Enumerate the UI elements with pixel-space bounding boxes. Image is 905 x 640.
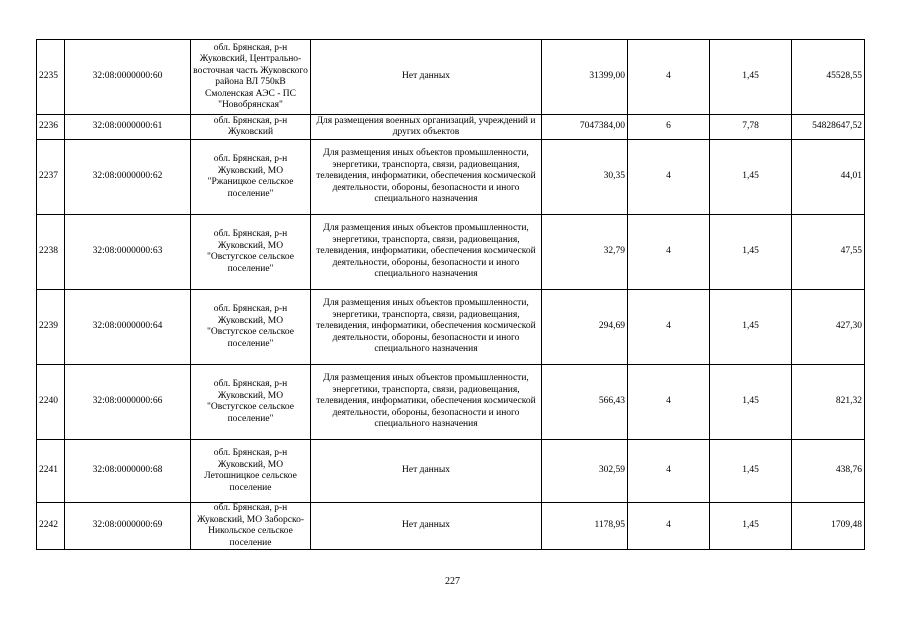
cadastral-value-cell: 45528,55 <box>792 40 865 115</box>
row-number: 2238 <box>37 215 65 290</box>
group-cell: 4 <box>628 365 710 440</box>
permitted-use-cell: Для размещения иных объектов промышленности, энергетики, транспорта, связи, радиовещания, телевидения, информатики, обеспечения космической деятельности, обороны, безопасности и иного специального назначения <box>311 365 542 440</box>
table-row <box>37 40 865 115</box>
coefficient-cell: 1,45 <box>710 290 792 365</box>
cadastral-number: 32:08:0000000:68 <box>65 440 191 503</box>
cadastral-number: 32:08:0000000:66 <box>65 365 191 440</box>
address-cell: обл. Брянская, р-н Жуковский, МО Летошницкое сельское поселение <box>191 440 311 503</box>
area-cell: 32,79 <box>542 215 628 290</box>
group-cell: 4 <box>628 215 710 290</box>
group-cell: 4 <box>628 290 710 365</box>
area-cell: 1178,95 <box>542 503 628 550</box>
coefficient-cell: 7,78 <box>710 115 792 140</box>
coefficient-cell: 1,45 <box>710 140 792 215</box>
group-cell: 4 <box>628 40 710 115</box>
address-cell: обл. Брянская, р-н Жуковский <box>191 115 311 140</box>
coefficient-cell: 1,45 <box>710 440 792 503</box>
address-cell: обл. Брянская, р-н Жуковский, МО Заборско-Никольское сельское поселение <box>191 503 311 550</box>
cadastral-value-cell: 47,55 <box>792 215 865 290</box>
page-number: 227 <box>445 576 460 587</box>
cadastral-number: 32:08:0000000:63 <box>65 215 191 290</box>
cadastral-number: 32:08:0000000:60 <box>65 40 191 115</box>
area-cell: 30,35 <box>542 140 628 215</box>
address-cell: обл. Брянская, р-н Жуковский, МО "Ржаницкое сельское поселение" <box>191 140 311 215</box>
cadastral-value-cell: 1709,48 <box>792 503 865 550</box>
group-cell: 4 <box>628 503 710 550</box>
area-cell: 294,69 <box>542 290 628 365</box>
cadastral-number: 32:08:0000000:64 <box>65 290 191 365</box>
group-cell: 4 <box>628 440 710 503</box>
coefficient-cell: 1,45 <box>710 365 792 440</box>
address-cell: обл. Брянская, р-н Жуковский, МО "Овстугское сельское поселение" <box>191 215 311 290</box>
table-row <box>37 440 865 503</box>
cadastral-value-cell: 427,30 <box>792 290 865 365</box>
row-number: 2236 <box>37 115 65 140</box>
table-row <box>37 115 865 140</box>
permitted-use-cell: Нет данных <box>311 40 542 115</box>
table-row <box>37 503 865 550</box>
table-row <box>37 290 865 365</box>
cadastral-value-cell: 821,32 <box>792 365 865 440</box>
row-number: 2239 <box>37 290 65 365</box>
permitted-use-cell: Нет данных <box>311 503 542 550</box>
cadastral-number: 32:08:0000000:62 <box>65 140 191 215</box>
permitted-use-cell: Для размещения иных объектов промышленности, энергетики, транспорта, связи, радиовещания, телевидения, информатики, обеспечения космической деятельности, обороны, безопасности и иного специального назначения <box>311 290 542 365</box>
row-number: 2240 <box>37 365 65 440</box>
address-cell: обл. Брянская, р-н Жуковский, МО "Овстугское сельское поселение" <box>191 290 311 365</box>
coefficient-cell: 1,45 <box>710 215 792 290</box>
area-cell: 302,59 <box>542 440 628 503</box>
table-row <box>37 140 865 215</box>
permitted-use-cell: Нет данных <box>311 440 542 503</box>
area-cell: 7047384,00 <box>542 115 628 140</box>
permitted-use-cell: Для размещения иных объектов промышленности, энергетики, транспорта, связи, радиовещания, телевидения, информатики, обеспечения космической деятельности, обороны, безопасности и иного специального назначения <box>311 140 542 215</box>
group-cell: 6 <box>628 115 710 140</box>
cadastral-value-cell: 438,76 <box>792 440 865 503</box>
permitted-use-cell: Для размещения военных организаций, учреждений и других объектов <box>311 115 542 140</box>
coefficient-cell: 1,45 <box>710 503 792 550</box>
row-number: 2242 <box>37 503 65 550</box>
row-number: 2241 <box>37 440 65 503</box>
area-cell: 566,43 <box>542 365 628 440</box>
cadastral-number: 32:08:0000000:69 <box>65 503 191 550</box>
row-number: 2237 <box>37 140 65 215</box>
address-cell: обл. Брянская, р-н Жуковский, МО "Овстугское сельское поселение" <box>191 365 311 440</box>
table-row <box>37 215 865 290</box>
table-row <box>37 365 865 440</box>
cadastral-number: 32:08:0000000:61 <box>65 115 191 140</box>
group-cell: 4 <box>628 140 710 215</box>
address-cell: обл. Брянская, р-н Жуковский, Центрально-восточная часть Жуковского района ВЛ 750кВ Смоленская АЭС - ПС "Новобрянская" <box>191 40 311 115</box>
cadastral-value-table <box>36 39 865 550</box>
permitted-use-cell: Для размещения иных объектов промышленности, энергетики, транспорта, связи, радиовещания, телевидения, информатики, обеспечения космической деятельности, обороны, безопасности и иного специального назначения <box>311 215 542 290</box>
cadastral-value-cell: 44,01 <box>792 140 865 215</box>
area-cell: 31399,00 <box>542 40 628 115</box>
cadastral-value-cell: 54828647,52 <box>792 115 865 140</box>
row-number: 2235 <box>37 40 65 115</box>
coefficient-cell: 1,45 <box>710 40 792 115</box>
